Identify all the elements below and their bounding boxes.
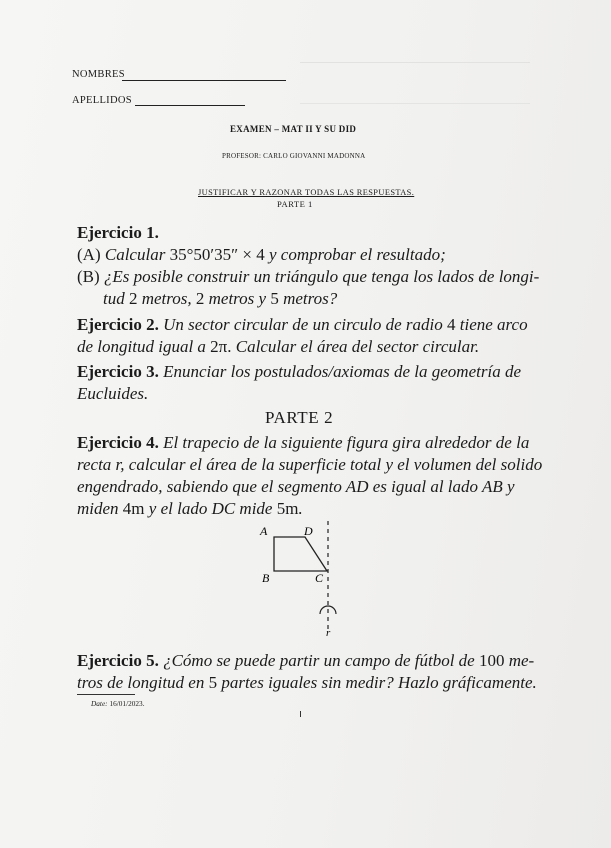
- professor-line: PROFESOR: CARLO GIOVANNI MADONNA: [222, 152, 366, 160]
- ejercicio-5-length: 100: [478, 651, 505, 670]
- ejercicio-1-a: [77, 244, 446, 267]
- trapezoid-diagram: [250, 518, 370, 638]
- date-value: 16/01/2023.: [109, 699, 145, 708]
- ejercicio-3-line1: [77, 361, 521, 384]
- ejercicio-1-a-text1: Calcular: [104, 245, 170, 264]
- ejercicio-2-text2b: Calcular el área del sector circular.: [231, 337, 480, 356]
- ejercicio-4-side: 4m: [122, 499, 145, 518]
- ejercicio-3-text1: Enunciar los postulados/axiomas de la geometría de: [163, 362, 521, 381]
- ejercicio-5-text2a: tros de longitud en: [77, 673, 209, 692]
- vertex-b-label: B: [262, 571, 270, 585]
- ejercicio-1-b: [77, 266, 539, 289]
- ejercicio-1-b-n3: 5: [270, 289, 279, 308]
- apellidos-field[interactable]: [135, 105, 245, 106]
- ejercicio-5-text2b: partes iguales sin medir? Hazlo gráficamente.: [217, 673, 537, 692]
- ejercicio-2-line1: [77, 314, 528, 337]
- ejercicio-1-a-text2: y comprobar el resultado;: [264, 245, 446, 264]
- ejercicio-3-title: Ejercicio 3.: [77, 362, 159, 381]
- ejercicio-2-text2a: de longitud igual a: [77, 337, 211, 356]
- ejercicio-5-text1a: ¿Cómo se puede partir un campo de fútbol de: [163, 651, 479, 670]
- ejercicio-5-text1b: me-: [504, 651, 535, 670]
- ejercicio-1-b-line1: ¿Es posible construir un triángulo que tenga los lados de longi-: [103, 267, 540, 286]
- trapezoid-shape: [274, 537, 327, 571]
- ejercicio-5-line2: [77, 672, 537, 695]
- ejercicio-2-title: Ejercicio 2.: [77, 315, 159, 334]
- ejercicio-4-dc: 5m: [276, 499, 299, 518]
- ejercicio-3-line2: Eucluides.: [77, 384, 149, 403]
- instructions: JUSTIFICAR Y RAZONAR TODAS LAS RESPUESTAS.: [198, 188, 415, 197]
- bleed-through-marks: [300, 62, 530, 104]
- nombres-label: NOMBRES: [72, 69, 125, 80]
- ejercicio-1-b-n2: 2: [195, 289, 205, 308]
- parte-1-heading: PARTE 1: [277, 199, 313, 209]
- vertex-c-label: C: [315, 571, 324, 585]
- ejercicio-1-b-cont: [103, 288, 337, 311]
- vertex-a-label: A: [260, 524, 268, 538]
- ejercicio-4-text4c: .: [298, 499, 303, 518]
- ejercicio-4-line3: engendrado, sabiendo que el segmento AD es igual al lado AB y: [77, 477, 515, 496]
- ejercicio-5-title: Ejercicio 5.: [77, 651, 159, 670]
- ejercicio-2-arc: 2π.: [210, 337, 232, 356]
- ejercicio-2-text1b: tiene arco: [455, 315, 528, 334]
- ejercicio-1-a-expr: 35°50′35″ × 4: [169, 245, 265, 264]
- parte-2-heading: PARTE 2: [265, 408, 334, 427]
- ejercicio-1-b-label: (B): [77, 267, 100, 286]
- ejercicio-1-b-line2b: metros,: [137, 289, 196, 308]
- footnote-rule: [77, 694, 135, 695]
- ejercicio-1-b-n1: 2: [128, 289, 138, 308]
- ejercicio-4-line2: recta r, calcular el área de la superficie total y el volumen del solido: [77, 455, 543, 474]
- nombres-field[interactable]: [122, 80, 286, 81]
- ejercicio-1-b-line2a: tud: [103, 289, 129, 308]
- ejercicio-1-title: Ejercicio 1.: [77, 223, 159, 242]
- ejercicio-1-b-line2d: metros?: [278, 289, 338, 308]
- apellidos-label: APELLIDOS: [72, 95, 132, 106]
- ejercicio-4-line1: [77, 432, 529, 455]
- exam-date: [91, 699, 145, 708]
- ejercicio-5-line1: [77, 650, 534, 673]
- axis-r-label: r: [326, 627, 331, 638]
- ejercicio-5-parts: 5: [208, 673, 218, 692]
- ejercicio-1-a-label: (A): [77, 245, 101, 264]
- ejercicio-2-line2: [77, 336, 479, 359]
- ejercicio-4-text4a: miden: [77, 499, 123, 518]
- ejercicio-2-radius: 4: [447, 315, 456, 334]
- ejercicio-1-b-line2c: metros y: [204, 289, 271, 308]
- vertex-d-label: D: [304, 524, 313, 538]
- ejercicio-2-text1a: Un sector circular de un circulo de radio: [163, 315, 447, 334]
- page-mark: [300, 711, 301, 717]
- ejercicio-4-text4b: y el lado DC mide: [144, 499, 277, 518]
- ejercicio-4-title: Ejercicio 4.: [77, 433, 159, 452]
- date-label: Date:: [91, 699, 108, 708]
- ejercicio-4-text1: El trapecio de la siguiente figura gira alrededor de la: [163, 433, 530, 452]
- exam-title: EXAMEN – MAT II Y SU DID: [230, 124, 357, 134]
